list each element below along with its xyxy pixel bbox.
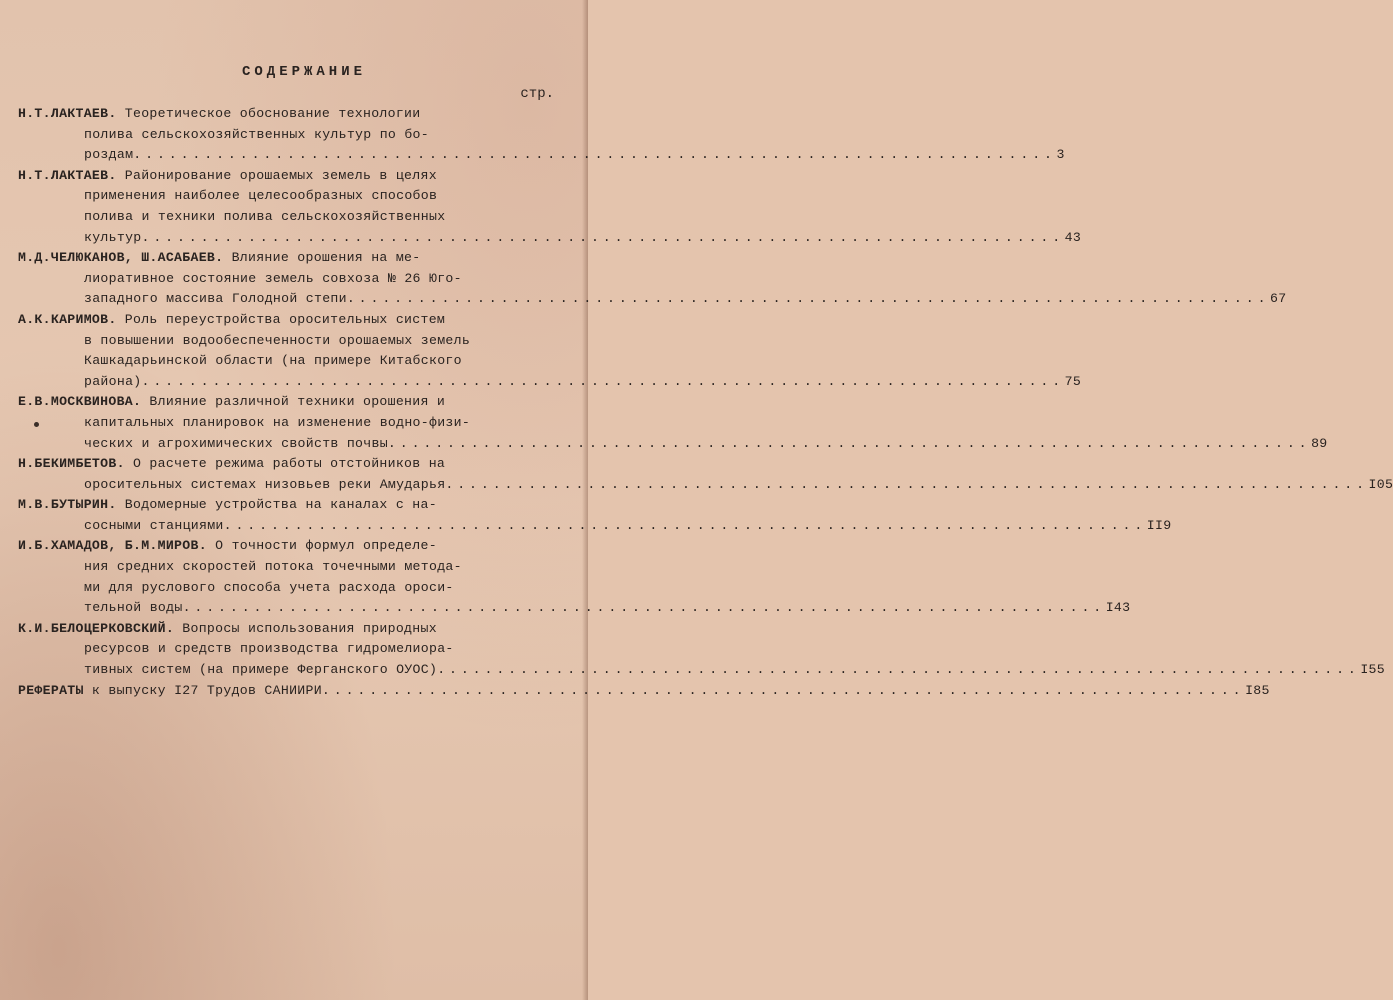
dot-leader [133, 147, 1052, 162]
toc-entry-author: Н.Т.ЛАКТАЕВ. [18, 167, 117, 183]
toc-entry-first-line [18, 310, 502, 331]
toc-entry-page-number: 67 [1269, 291, 1287, 307]
toc-entry-first-line [18, 104, 502, 125]
toc-entry-title-start: Влияние орошения на ме- [223, 250, 421, 266]
toc-entry-page-number: II9 [1146, 517, 1172, 533]
toc-entry-title-line: лиоративное состояние земель совхоза № 26 Юго- [84, 270, 462, 286]
toc-entry-author: Н.БЕКИМБЕТОВ. [18, 456, 125, 472]
dot-leader [437, 662, 1356, 677]
toc-entry-title-line: ми для руслового способа учета расхода ороси- [84, 579, 454, 595]
toc-entry-first-line [18, 495, 502, 516]
toc-entry [18, 495, 1172, 536]
toc-entry-title-start: Вопросы использования природных [174, 620, 437, 636]
toc-entry-last-line [18, 228, 1082, 249]
abstracts-page-number: I85 [1245, 682, 1270, 698]
toc-entry [18, 310, 1082, 392]
dot-leader [183, 600, 1102, 615]
toc-entry-first-line [18, 392, 502, 413]
dot-leader [224, 518, 1143, 533]
toc-entry-page-number: 75 [1064, 373, 1082, 389]
toc-entry-author: М.В.БУТЫРИН. [18, 497, 117, 513]
toc-entry [18, 166, 1082, 248]
dot-leader [142, 230, 1061, 245]
toc-entry-page-number: I55 [1360, 662, 1385, 678]
abstracts-line [18, 681, 1270, 702]
toc-entry-title-start: Теоретическое обоснование технологии [116, 106, 421, 121]
toc-entry-title-start: О точности формул определе- [206, 538, 437, 554]
toc-entry-last-line [18, 289, 1287, 310]
toc-entry-page-number: 3 [1056, 147, 1065, 163]
toc-entry-page-number: I05 [1368, 476, 1393, 492]
toc-entry-title-end: сосными станциями [84, 517, 224, 533]
toc-entry-first-line [18, 619, 502, 640]
dot-leader [388, 436, 1307, 451]
toc-entry-title-line: капитальных планировок на изменение водно-физи- [84, 414, 471, 430]
toc-entry [18, 248, 1287, 310]
toc-entry-last-line [18, 372, 1082, 393]
toc-entry-title-start: Влияние различной техники орошения и [141, 394, 446, 410]
dot-leader [322, 683, 1241, 698]
toc-entry-title-line: полива сельскохозяйственных культур по бо- [84, 126, 429, 142]
abstracts-label: РЕФЕРАТЫ [18, 682, 84, 698]
toc-entry-page-number: I43 [1105, 600, 1131, 616]
page-column-label: стр. [520, 86, 554, 102]
toc-entry-author: И.Б.ХАМАДОВ, Б.М.МИРОВ. [18, 538, 207, 554]
toc-entry-last-line [18, 598, 1131, 619]
toc-entry-abstracts [18, 681, 1270, 702]
toc-entry-title-line: применения наиболее целесообразных способов [84, 188, 438, 204]
toc-entry-title-end: культур [84, 229, 142, 245]
toc-entry-first-line [18, 166, 502, 187]
toc-entry-title-end: тивных систем (на примере Ферганского ОУОС) [84, 662, 438, 678]
toc-entry-title-start: Роль переустройства оросительных систем [116, 311, 446, 327]
toc-entry-author: Е.В.МОСКВИНОВА. [18, 394, 142, 410]
toc-entry-title-line: ния средних скоростей потока точечными методa- [84, 559, 462, 575]
toc-entry-last-line [18, 516, 1172, 537]
toc-entry-title-end: тельной воды [84, 600, 183, 616]
abstracts-text-group [18, 683, 322, 698]
toc-entry-first-line [18, 248, 502, 269]
toc-entry-title-end: ческих и агрохимических свойств почвы [84, 435, 388, 451]
toc-entry [18, 454, 1393, 495]
toc-entry-title-line: в повышении водообеспеченности орошаемых земель [84, 332, 471, 348]
toc-entry-last-line [18, 145, 1065, 166]
toc-entry [18, 619, 1385, 681]
toc-entry-page-number: 89 [1311, 435, 1328, 451]
toc-entry-title-end: оросительных системах низовьев реки Амударья [84, 476, 446, 492]
toc-entry [18, 536, 1131, 618]
toc-entry-title-end: района) [84, 373, 142, 389]
toc-entry-author: Н.Т.ЛАКТАЕВ. [18, 106, 117, 121]
toc-entry-author: К.И.БЕЛОЦЕРКОВСКИЙ. [18, 620, 175, 636]
toc-entry [18, 392, 1328, 454]
toc-entry-last-line [18, 660, 1385, 681]
toc-entry-title-line: Кашкадарьинской области (на примере Китабского [84, 353, 462, 369]
toc-entry-author: М.Д.ЧЕЛЮКАНОВ, Ш.АСАБАЕВ. [18, 250, 224, 266]
toc-entry-title-line: ресурсов и средств производства гидромелиора- [84, 641, 454, 657]
table-of-contents [18, 104, 1393, 701]
toc-entry-title-line: полива и техники полива сельскохозяйственных [84, 208, 446, 224]
toc-entry-title-start: Районирование орошаемых земель в целях [116, 167, 437, 183]
abstracts-text: к выпуску I27 Трудов САНИИРИ [83, 682, 322, 698]
page-title: СОДЕРЖАНИЕ [241, 64, 366, 80]
toc-entry-first-line [18, 536, 502, 557]
toc-entry-title-end: западного массива Голодной степи [84, 291, 347, 307]
toc-entry-title-start: Водомерные устройства на каналах с на- [116, 497, 437, 513]
toc-entry-author: А.К.КАРИМОВ. [18, 311, 117, 327]
toc-entry-last-line [18, 434, 1328, 455]
dot-leader [445, 477, 1364, 492]
dot-leader [347, 291, 1266, 306]
toc-entry-page-number: 43 [1064, 229, 1082, 245]
toc-entry-last-line [18, 475, 1393, 496]
dot-leader [142, 374, 1061, 389]
toc-entry-title-end: роздам [84, 147, 134, 163]
toc-entry [18, 104, 1065, 166]
toc-entry-first-line [18, 454, 502, 475]
toc-entry-title-start: О расчете режима работы отстойников на [124, 456, 446, 472]
